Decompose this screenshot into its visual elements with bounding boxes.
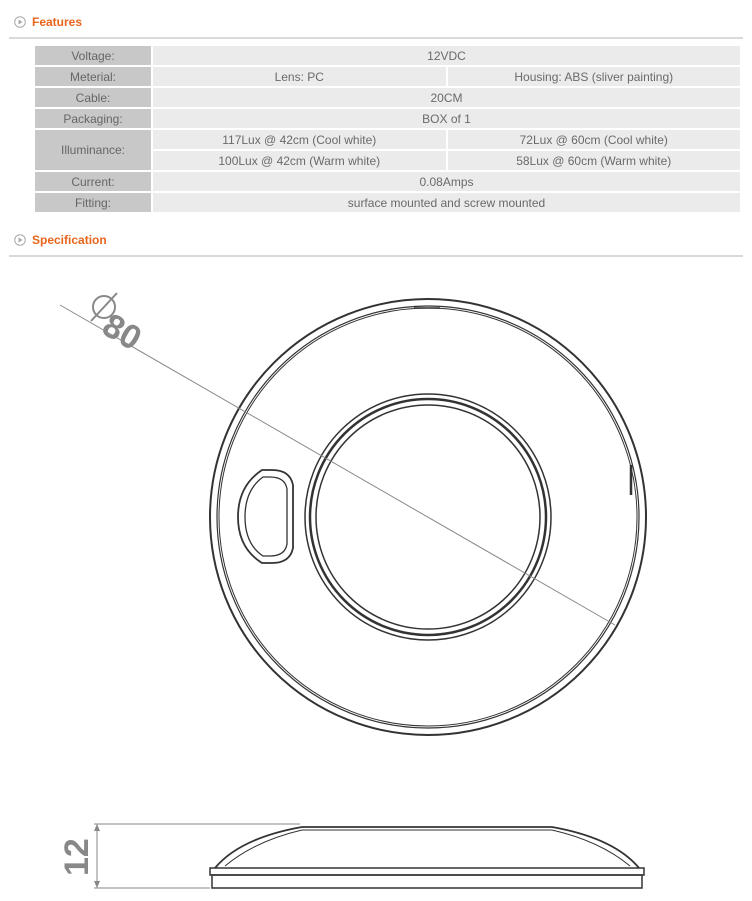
illuminance-warm-60: 58Lux @ 60cm (Warm white) (447, 150, 742, 171)
illuminance-cool-60: 72Lux @ 60cm (Cool white) (447, 129, 742, 150)
packaging-label: Packaging: (34, 108, 152, 129)
top-view-drawing (60, 293, 646, 735)
current-label: Current: (34, 171, 152, 192)
cable-label: Cable: (34, 87, 152, 108)
fitting-value: surface mounted and screw mounted (152, 192, 741, 213)
material-lens-value: Lens: PC (152, 66, 447, 87)
features-title: Features (32, 15, 83, 29)
height-dimension-label: 12 (58, 838, 96, 876)
packaging-value: BOX of 1 (152, 108, 741, 129)
illuminance-label: Illuminance: (34, 129, 152, 171)
material-housing-value: Housing: ABS (sliver painting) (447, 66, 742, 87)
illuminance-warm-42: 100Lux @ 42cm (Warm white) (152, 150, 447, 171)
voltage-label: Voltage: (34, 45, 152, 66)
diameter-dimension-label: 80 (96, 306, 148, 359)
fitting-label: Fitting: (34, 192, 152, 213)
specification-title: Specification (32, 233, 107, 247)
voltage-value: 12VDC (152, 45, 741, 66)
material-label: Meterial: (34, 66, 152, 87)
current-value: 0.08Amps (152, 171, 741, 192)
cable-value: 20CM (152, 87, 741, 108)
side-view-drawing (94, 824, 644, 888)
illuminance-cool-42: 117Lux @ 42cm (Cool white) (152, 129, 447, 150)
